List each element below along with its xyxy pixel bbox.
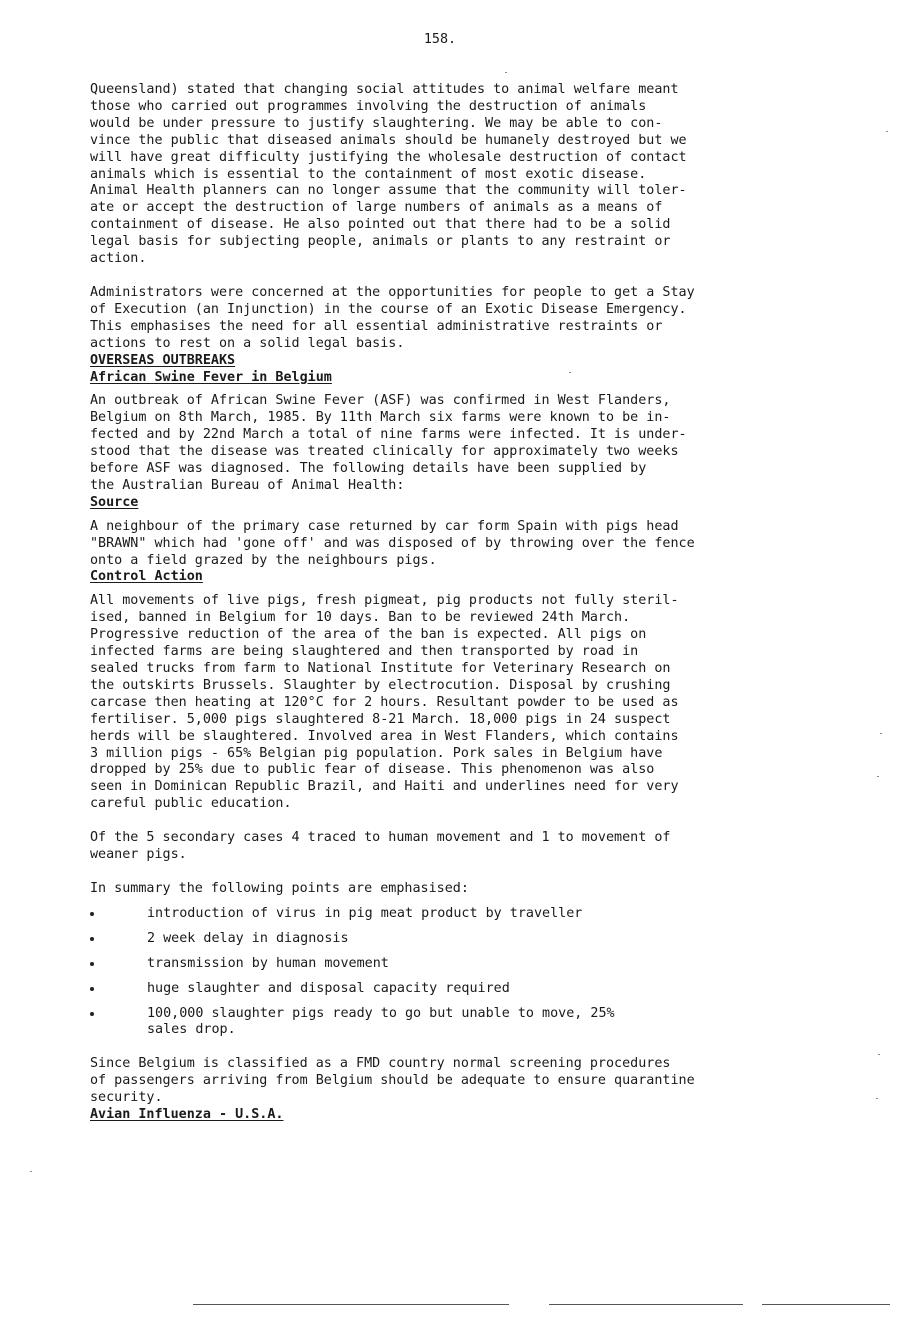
bullet-dot-icon	[90, 912, 94, 916]
bullet-text: huge slaughter and disposal capacity required	[147, 980, 510, 996]
scan-speck	[886, 131, 888, 132]
bullet-item	[90, 981, 820, 998]
scan-speck	[30, 1171, 32, 1172]
scan-speck	[877, 776, 879, 777]
bullet-item	[90, 931, 820, 948]
bullet-dot-icon	[90, 962, 94, 966]
bullet-dot-icon	[90, 937, 94, 941]
bullet-dot-icon	[90, 1012, 94, 1016]
scan-speck	[876, 1098, 878, 1099]
scan-speck	[505, 72, 507, 73]
bullet-item	[90, 956, 820, 973]
paragraph-administrators: Administrators were concerned at the opportunities for people to get a Stay of Execution (an Injunction) in the course of an Exotic Disease Emergency. This emphasises the need for all essential administrative restraints or actions to rest on a solid legal basis.	[90, 284, 695, 351]
paragraph-animal-welfare: Queensland) stated that changing social attitudes to animal welfare meant those who carried out programmes involving the destruction of animals would be under pressure to justify slaughtering. We may be able to con- vince the public that diseased animals should be humanely destroyed but we will have great difficulty justifying the wholesale destruction of contact animals which is essential to the containment of most exotic disease. Animal Health planners can no longer assume that the community will toler- ate or accept the destruction of large numbers of animals as a means of containment of disease. He also pointed out that there had to be a solid legal basis for subjecting people, animals or plants to any restraint or action.	[90, 82, 687, 267]
bullet-text: 100,000 slaughter pigs ready to go but unable to move, 25% sales drop.	[147, 1005, 615, 1038]
heading-overseas-outbreaks: OVERSEAS OUTBREAKS	[90, 352, 236, 368]
document-body	[90, 82, 820, 1124]
bullet-text: transmission by human movement	[147, 955, 389, 971]
summary-bullet-list	[90, 906, 820, 1039]
heading-control-action: Control Action	[90, 569, 203, 585]
footer-rule	[193, 1304, 509, 1305]
heading-source: Source	[90, 494, 139, 510]
footer-rule	[762, 1304, 890, 1305]
footer-rule	[549, 1304, 743, 1305]
paragraph-control-action: All movements of live pigs, fresh pigmeat, pig products not fully steril- ised, banned in Belgium for 10 days. Ban to be reviewed 24th March. Progressive reduction of the area of the ban is expected. All pigs on infected farms are being slaughtered and then transported by road in sealed trucks from farm to National Institute for Veterinary Research on the outskirts Brussels. Slaughter by electrocution. Disposal by crushing carcase then heating at 120°C for 2 hours. Resultant powder to be used as fertiliser. 5,000 pigs slaughtered 8-21 March. 18,000 pigs in 24 suspect herds will be slaughtered. Involved area in West Flanders, which contains 3 million pigs - 65% Belgian pig population. Pork sales in Belgium have dropped by 25% due to public fear of disease. This phenomenon was also seen in Dominican Republic Brazil, and Haiti and underlines need for very careful public education.	[90, 593, 679, 812]
paragraph-asf-outbreak: An outbreak of African Swine Fever (ASF) was confirmed in West Flanders, Belgium on 8th March, 1985. By 11th March six farms were known to be in- fected and by 22nd March a total of nine farms were infected. It is under- stood that the disease was treated clinically for approximately two weeks before ASF was diagnosed. The following details have been supplied by the Australian Bureau of Animal Health:	[90, 393, 687, 493]
paragraph-summary-intro: In summary the following points are emphasised:	[90, 880, 469, 896]
paragraph-source: A neighbour of the primary case returned by car form Spain with pigs head "BRAWN" which had 'gone off' and was disposed of by throwing over the fence onto a field grazed by the neighbours pigs.	[90, 518, 695, 568]
page-number: 158.	[423, 32, 457, 47]
bullet-text: introduction of virus in pig meat product by traveller	[147, 905, 583, 921]
scan-speck	[880, 733, 882, 734]
heading-african-swine-fever: African Swine Fever in Belgium	[90, 369, 332, 385]
scan-speck	[878, 1054, 880, 1055]
paragraph-fmd-screening: Since Belgium is classified as a FMD country normal screening procedures of passengers arriving from Belgium should be adequate to ensure quarantine security.	[90, 1056, 695, 1106]
bullet-text: 2 week delay in diagnosis	[147, 930, 349, 946]
bullet-item	[90, 1006, 820, 1040]
scan-speck	[569, 372, 571, 373]
bullet-item	[90, 906, 820, 923]
bullet-dot-icon	[90, 987, 94, 991]
heading-avian-influenza: Avian Influenza - U.S.A.	[90, 1107, 284, 1123]
paragraph-secondary-cases: Of the 5 secondary cases 4 traced to human movement and 1 to movement of weaner pigs.	[90, 830, 671, 863]
